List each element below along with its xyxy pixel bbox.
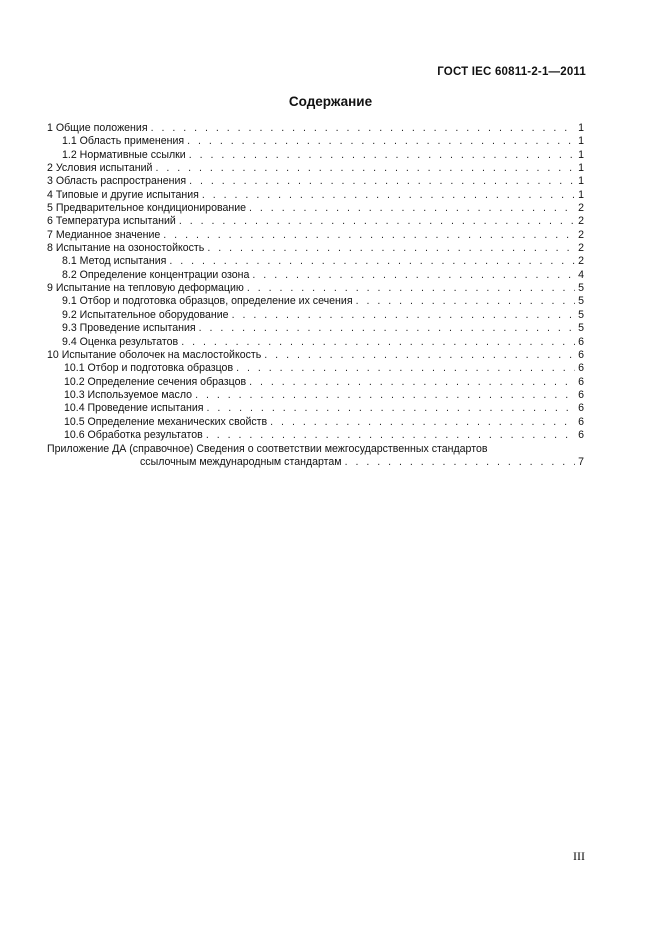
toc-leader-dots — [249, 202, 575, 215]
toc-leader-dots — [252, 269, 575, 282]
toc-leader-dots — [206, 429, 575, 442]
toc-entry-page: 2 — [578, 242, 584, 255]
toc-entry[interactable] — [47, 229, 584, 242]
toc-entry-title: 3 Область распространения — [47, 175, 187, 188]
toc-entry-title: 5 Предварительное кондиционирование — [47, 202, 247, 215]
page-title: Содержание — [288, 94, 373, 109]
toc-appendix-line-1[interactable] — [47, 442, 584, 456]
toc-entry-page: 2 — [578, 202, 584, 215]
toc-entry-page: 1 — [578, 162, 584, 175]
toc-entry-title: 9 Испытание на тепловую деформацию — [47, 282, 244, 295]
toc-entry-page: 5 — [578, 282, 584, 295]
toc-entry-title: 7 Медианное значение — [47, 228, 161, 241]
toc-entry[interactable] — [47, 402, 584, 415]
toc-appendix-page: 7 — [578, 456, 584, 469]
toc-entry-page: 1 — [578, 148, 584, 161]
toc-entry-title: 10 Испытание оболочек на маслостойкость — [47, 348, 262, 361]
toc-entry-title: 6 Температура испытаний — [47, 215, 176, 228]
toc-entry-title: 1.2 Нормативные ссылки — [62, 148, 186, 161]
toc-entry[interactable] — [47, 416, 584, 429]
toc-entry[interactable] — [47, 295, 584, 308]
document-header: ГОСТ IEC 60811-2-1—2011 — [437, 66, 586, 78]
toc-entry[interactable] — [47, 189, 584, 202]
toc-leader-dots — [264, 349, 575, 362]
toc-leader-dots — [189, 175, 575, 188]
toc-entry[interactable] — [47, 175, 584, 188]
toc-leader-dots — [195, 389, 575, 402]
page-number: III — [573, 849, 585, 863]
toc-entry-page: 4 — [578, 268, 584, 281]
toc-entry-title: 10.3 Используемое масло — [64, 388, 193, 401]
toc-leader-dots — [247, 282, 575, 295]
toc-entry-page: 6 — [578, 375, 584, 388]
toc-entry-page: 2 — [578, 255, 584, 268]
toc-appendix-line-2[interactable] — [47, 456, 584, 469]
toc-entry-title: 8.1 Метод испытания — [62, 255, 167, 268]
toc-entry-page: 6 — [578, 348, 584, 361]
toc-leader-dots — [207, 242, 575, 255]
toc-entry[interactable] — [47, 362, 584, 375]
toc-entry-title: 4 Типовые и другие испытания — [47, 188, 199, 201]
toc-entry[interactable] — [47, 122, 584, 135]
toc-entry-title: 10.4 Проведение испытания — [64, 402, 204, 415]
toc-entry[interactable] — [47, 349, 584, 362]
toc-entry-page: 6 — [578, 388, 584, 401]
table-of-contents — [47, 122, 584, 470]
toc-leader-dots — [236, 362, 575, 375]
toc-leader-dots — [356, 295, 576, 308]
toc-entry-page: 2 — [578, 228, 584, 241]
toc-entry-title: 9.1 Отбор и подготовка образцов, определение их сечения — [62, 295, 353, 308]
toc-entry[interactable] — [47, 309, 584, 322]
toc-appendix-text-continued: ссылочным международным стандартам — [140, 456, 342, 469]
toc-entry[interactable] — [47, 376, 584, 389]
toc-entry-title: 8 Испытание на озоностойкость — [47, 242, 205, 255]
toc-entry-page: 6 — [578, 402, 584, 415]
toc-entry[interactable] — [47, 242, 584, 255]
toc-entry-title: 9.4 Оценка результатов — [62, 335, 179, 348]
toc-entry-title: 10.2 Определение сечения образцов — [64, 375, 247, 388]
toc-entry[interactable] — [47, 389, 584, 402]
toc-entry-page: 5 — [578, 295, 584, 308]
toc-leader-dots — [151, 122, 576, 135]
toc-entry-title: 10.5 Определение механических свойств — [64, 415, 268, 428]
toc-entry[interactable] — [47, 215, 584, 228]
toc-leader-dots — [169, 255, 575, 268]
toc-entry-page: 1 — [578, 188, 584, 201]
toc-entry[interactable] — [47, 282, 584, 295]
toc-entry-page: 1 — [578, 175, 584, 188]
toc-leader-dots — [199, 322, 575, 335]
toc-entry-page: 5 — [578, 322, 584, 335]
toc-leader-dots — [202, 189, 575, 202]
toc-leader-dots — [163, 229, 575, 242]
toc-leader-dots — [187, 135, 575, 148]
toc-appendix-text: Приложение ДА (справочное) Сведения о соответствии межгосударственных стандартов — [47, 443, 488, 456]
toc-entry-title: 8.2 Определение концентрации озона — [62, 268, 250, 281]
toc-leader-dots — [181, 336, 575, 349]
toc-entry-page: 1 — [578, 135, 584, 148]
toc-entry-title: 1.1 Область применения — [62, 135, 185, 148]
toc-leader-dots — [249, 376, 575, 389]
toc-entry-title: 10.6 Обработка результатов — [64, 428, 203, 441]
toc-entry-page: 2 — [578, 215, 584, 228]
toc-leader-dots — [270, 416, 575, 429]
toc-leader-dots — [179, 215, 575, 228]
toc-entry[interactable] — [47, 336, 584, 349]
toc-entry-page: 6 — [578, 335, 584, 348]
toc-entry-page: 6 — [578, 415, 584, 428]
toc-entry[interactable] — [47, 149, 584, 162]
toc-entry[interactable] — [47, 135, 584, 148]
toc-entry-title: 10.1 Отбор и подготовка образцов — [64, 362, 234, 375]
toc-leader-dots — [189, 149, 575, 162]
toc-entry[interactable] — [47, 255, 584, 268]
toc-leader-dots — [207, 402, 576, 415]
toc-leader-dots — [155, 162, 575, 175]
toc-entry[interactable] — [47, 429, 584, 442]
toc-leader-dots — [232, 309, 576, 322]
toc-entry-page: 5 — [578, 308, 584, 321]
toc-entry-page: 6 — [578, 362, 584, 375]
toc-entry-page: 6 — [578, 428, 584, 441]
toc-entry[interactable] — [47, 162, 584, 175]
toc-entry-title: 2 Условия испытаний — [47, 162, 153, 175]
toc-entry[interactable] — [47, 322, 584, 335]
toc-entry-title: 9.3 Проведение испытания — [62, 322, 196, 335]
toc-entry[interactable] — [47, 269, 584, 282]
toc-entry[interactable] — [47, 202, 584, 215]
toc-entry-page: 1 — [578, 122, 584, 134]
toc-entry-title: 9.2 Испытательное оборудование — [62, 308, 229, 321]
toc-leader-dots — [345, 456, 576, 469]
toc-entry-title: 1 Общие положения — [47, 122, 148, 134]
